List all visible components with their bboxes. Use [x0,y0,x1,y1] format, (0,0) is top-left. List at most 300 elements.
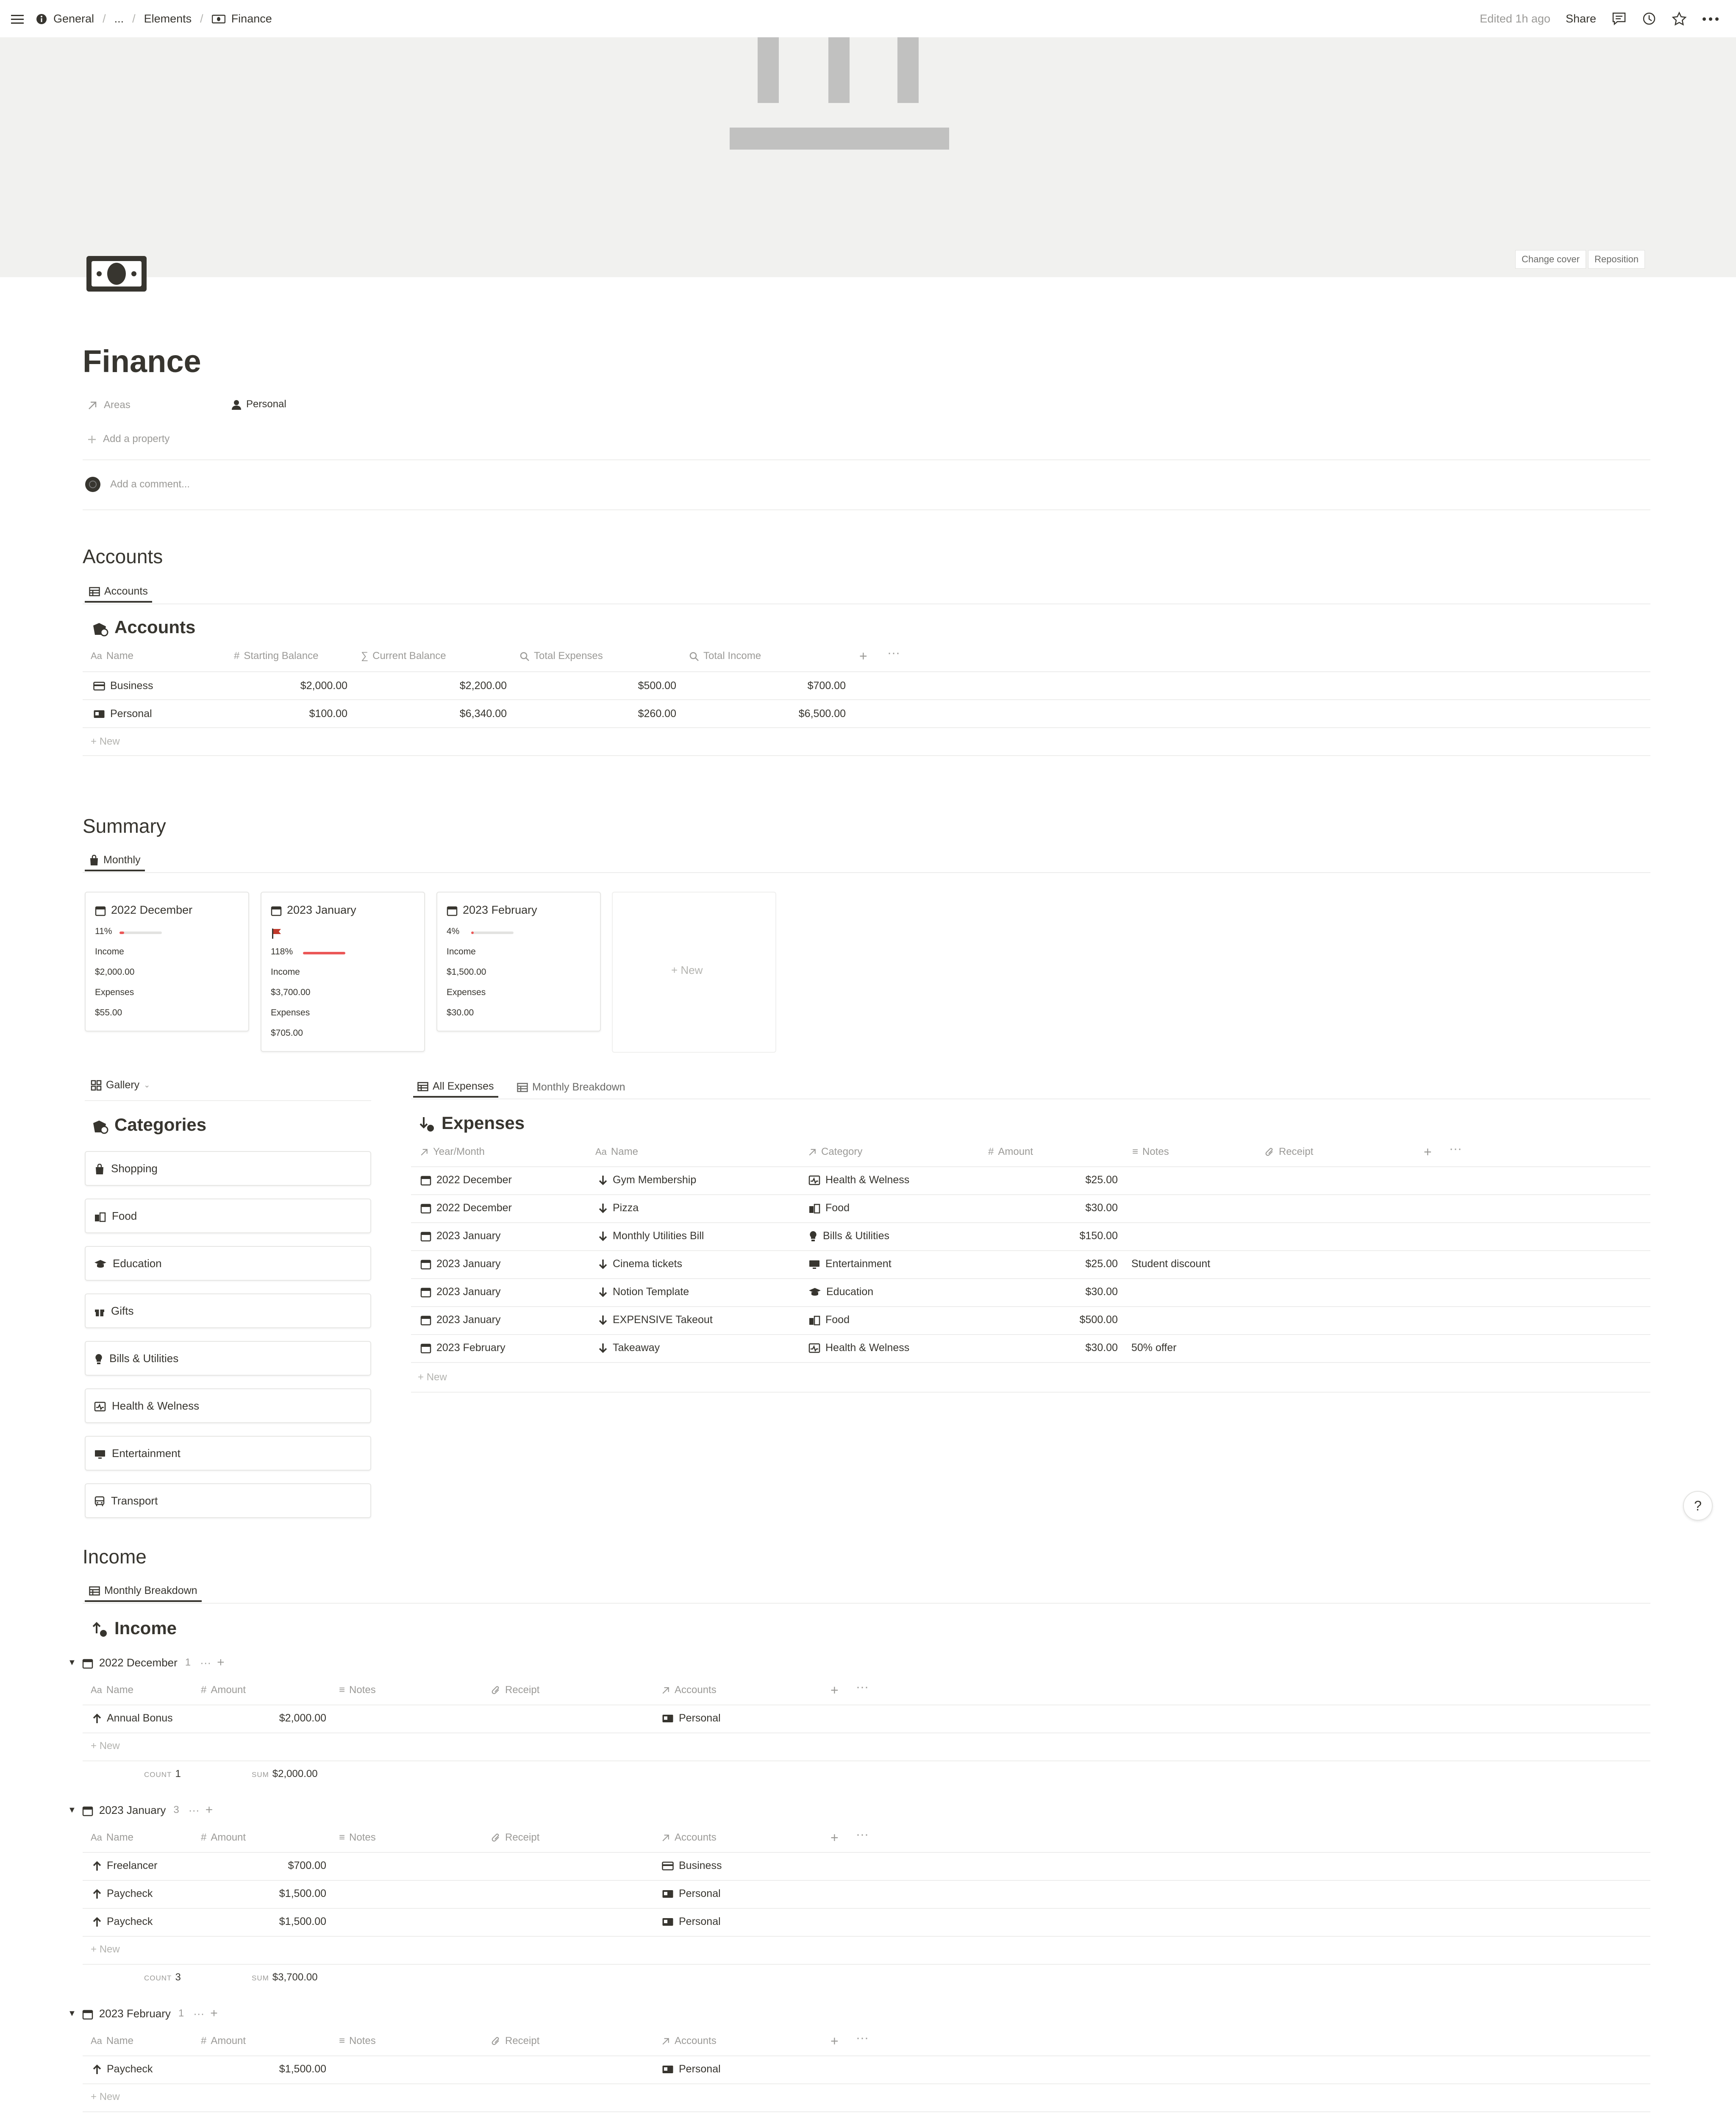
column-more-button[interactable]: ··· [856,1680,869,1694]
col-income-receipt-label: Receipt [505,2035,540,2047]
triangle-down-icon[interactable]: ▼ [68,2008,76,2018]
account-icon [662,1712,674,1724]
page-money-icon[interactable] [85,254,148,293]
tab-accounts[interactable] [85,581,152,603]
col-income-name[interactable] [91,2035,133,2047]
expenses-db-title[interactable] [418,1113,525,1133]
col-income-name-label: Name [106,2035,133,2047]
progress-percent: 11% [95,926,112,936]
gallery-view-switch[interactable] [91,1079,150,1091]
expense-amount: $25.00 [1085,1174,1118,1186]
summary-income-label: Income [271,967,300,977]
expense-name-text: EXPENSIVE Takeout [613,1314,713,1326]
tab-all-expenses[interactable] [413,1076,498,1098]
sum-aggregate[interactable] [252,1972,318,1983]
sum-label: SUM [252,1974,269,1982]
triangle-down-icon[interactable]: ▼ [68,1657,76,1667]
table-icon [89,1585,100,1597]
more-icon[interactable] [1702,12,1719,25]
summary-card-title-text: 2022 December [111,904,193,916]
current-balance: $2,200.00 [459,680,507,692]
group-name: 2022 December [99,1656,178,1669]
col-notes[interactable] [1132,1146,1169,1158]
add-property-button[interactable] [87,433,169,445]
col-income-name[interactable] [91,1832,133,1844]
summary-expenses-label: Expenses [447,987,486,997]
divider [85,1100,371,1101]
account-icon [662,1916,674,1928]
row-divider [83,1760,1650,1761]
add-column-button[interactable]: + [831,2033,839,2049]
column-type-icon [492,1832,501,1844]
gallery-view-label: Gallery [106,1079,140,1091]
expense-month[interactable] [420,1286,501,1298]
expense-category[interactable] [808,1230,889,1242]
income-name-text: Paycheck [107,1888,153,1899]
income-name[interactable] [92,1916,153,1928]
col-year-month-label: Year/Month [433,1146,485,1157]
account-name: Personal [110,708,152,720]
expense-month-text: 2023 January [436,1258,501,1270]
top-bar [0,0,1736,37]
row-divider [83,2111,1650,2112]
calendar-icon [420,1342,431,1354]
column-type-icon: ≡ [339,2035,345,2047]
col-current-balance[interactable] [361,650,446,662]
categories-db-title-text: Categories [114,1115,207,1135]
col-income-receipt-label: Receipt [505,1832,540,1843]
expense-category-text: Health & Welness [825,1342,910,1354]
text-type-icon: Aa [91,651,102,661]
col-category[interactable] [808,1146,862,1158]
category-icon [808,1174,820,1186]
income-account-text: Personal [679,1916,721,1927]
category-icon [808,1202,820,1214]
category-label: Shopping [111,1162,158,1175]
category-icon [94,1447,106,1460]
col-income-accounts[interactable] [661,1684,717,1696]
col-total-income-label: Total Income [703,650,761,662]
col-income-amount[interactable] [201,2035,246,2047]
rollup-icon [519,650,530,662]
summary-income-value: $1,500.00 [447,967,486,977]
row-divider [83,699,1650,700]
summary-card-title [447,904,537,917]
group-header[interactable] [68,1655,225,1670]
progress-bar-fill [119,932,124,934]
expense-category-text: Food [825,1202,850,1214]
property-areas-value[interactable] [231,398,286,410]
star-icon[interactable] [1672,11,1687,26]
account-name: Business [110,680,153,692]
accounts-db-title[interactable] [91,617,195,637]
row-divider [83,2055,1650,2056]
group-add-button[interactable]: + [217,1655,225,1669]
income-name[interactable] [92,1888,153,1900]
category-card[interactable] [85,1199,371,1233]
current-balance: $6,340.00 [459,708,507,720]
row-divider [411,1222,1650,1223]
col-income-accounts[interactable] [661,2035,717,2047]
income-amount: $1,500.00 [279,1916,326,1927]
col-year-month[interactable] [419,1146,485,1158]
money-out-icon [418,1113,436,1133]
group-add-button[interactable]: + [210,2006,218,2020]
expense-name-text: Takeaway [613,1342,660,1354]
group-add-button[interactable]: + [205,1803,213,1817]
starting-balance: $2,000.00 [300,680,347,692]
category-icon [808,1286,821,1298]
income-amount: $1,500.00 [279,1888,326,1899]
category-label: Food [112,1209,137,1222]
col-income-receipt[interactable] [492,1684,539,1696]
page-title[interactable]: Finance [83,344,201,379]
category-card[interactable] [85,1483,371,1518]
progress-bar [471,932,514,934]
row-divider [83,2083,1650,2084]
income-amount: $1,500.00 [279,2063,326,2075]
expense-category-text: Education [826,1286,874,1298]
gallery-icon [91,1079,102,1091]
col-income-notes[interactable] [339,2035,376,2047]
col-notes-label: Notes [1142,1146,1169,1157]
column-more-button[interactable]: ··· [887,646,900,660]
col-income-amount[interactable] [201,1684,246,1696]
col-income-amount[interactable] [201,1832,246,1844]
sum-aggregate[interactable] [252,1768,318,1780]
sum-label: SUM [252,1771,269,1779]
breadcrumb-elements[interactable]: Elements [144,12,192,25]
col-starting-balance[interactable] [234,650,318,662]
help-button[interactable]: ? [1683,1491,1713,1521]
col-income-accounts[interactable] [661,1832,717,1844]
category-card[interactable] [85,1341,371,1376]
tab-accounts-label: Accounts [104,585,148,597]
category-card[interactable] [85,1388,371,1423]
column-more-button[interactable]: ··· [856,1827,869,1841]
table-row[interactable] [93,680,153,692]
expense-month[interactable] [420,1174,512,1186]
share-button[interactable]: Share [1565,12,1596,25]
expense-category[interactable] [808,1314,850,1326]
col-name[interactable] [91,650,133,662]
col-income-receipt[interactable] [492,1832,539,1844]
income-account[interactable] [662,1860,722,1872]
expense-notes: Student discount [1131,1258,1211,1270]
row-divider [411,1392,1650,1393]
calendar-icon [82,1656,93,1669]
col-income-name[interactable] [91,1684,133,1696]
money-in-icon [91,1618,108,1638]
history-icon[interactable] [1642,11,1656,26]
group-more-button[interactable]: ··· [200,1656,211,1669]
expense-name-text: Notion Template [613,1286,689,1298]
divider [83,509,1650,510]
summary-card-title [95,904,192,917]
column-type-icon [661,1832,670,1844]
summary-income-label: Income [95,947,124,957]
relation-arrow-icon [419,1146,429,1158]
expense-category-text: Bills & Utilities [823,1230,889,1242]
new-row-label: New [99,1944,120,1955]
add-property-label: Add a property [103,433,170,445]
expense-month-text: 2023 January [436,1230,501,1242]
add-column-button[interactable]: + [859,648,867,664]
category-icon [94,1257,107,1270]
info-icon [36,12,47,25]
column-type-icon [492,2035,501,2047]
sum-value: $3,700.00 [272,1972,318,1983]
arrow-down-icon [598,1230,608,1242]
column-type-icon: # [201,1832,207,1843]
row-divider [83,1936,1650,1937]
col-income-name-label: Name [106,1684,133,1696]
comment-icon[interactable] [1611,11,1627,26]
total-income: $700.00 [807,680,846,692]
tab-monthly[interactable] [85,850,145,871]
summary-income-value: $3,700.00 [271,987,311,997]
expense-category[interactable] [808,1202,850,1214]
expense-category[interactable] [808,1286,873,1298]
menu-icon[interactable] [10,12,25,25]
row-divider [83,1852,1650,1853]
add-column-button[interactable]: + [831,1830,839,1845]
category-card[interactable] [85,1436,371,1471]
expense-name[interactable] [598,1314,713,1326]
row-divider [411,1250,1650,1251]
tab-monthly-breakdown[interactable] [513,1076,630,1098]
summary-card[interactable] [436,892,601,1032]
summary-card[interactable] [85,892,249,1032]
col-income-accounts-label: Accounts [675,2035,717,2047]
expense-month[interactable] [420,1258,501,1270]
summary-expenses-label: Expenses [271,1008,310,1018]
arrow-down-icon [598,1174,608,1186]
tab-income-monthly-breakdown-label: Monthly Breakdown [104,1584,197,1596]
rollup-icon [689,650,699,662]
count-aggregate[interactable] [144,1768,181,1780]
add-comment-input[interactable]: Add a comment... [110,478,190,490]
summary-card-title-text: 2023 February [463,904,537,916]
tab-divider [411,1098,1650,1099]
row-divider [411,1362,1650,1363]
calendar-icon [271,904,282,917]
comment-bar[interactable] [85,476,190,492]
categories-db-title[interactable] [91,1115,206,1135]
new-row-button[interactable]: + New [91,736,120,747]
bank-card-icon [93,680,105,692]
breadcrumb-general[interactable]: General [53,12,94,25]
income-name[interactable] [92,1712,173,1724]
expense-name-text: Gym Membership [613,1174,697,1186]
calendar-icon [420,1286,431,1298]
expense-amount: $150.00 [1079,1230,1118,1242]
group-more-button[interactable]: ··· [193,2007,205,2020]
arrow-up-icon [92,1888,102,1900]
row-divider [411,1306,1650,1307]
category-icon [94,1210,106,1223]
total-expenses: $500.00 [638,680,676,692]
column-more-button[interactable]: ··· [1449,1142,1462,1156]
expense-name[interactable] [598,1286,689,1298]
summary-income-label: Income [447,947,476,957]
expense-month[interactable] [420,1314,501,1326]
expense-name[interactable] [598,1342,660,1354]
col-amount-label: Amount [998,1146,1033,1157]
income-db-title[interactable] [91,1618,177,1638]
breadcrumb: General / ... / Elements / Finance [36,12,272,25]
progress-bar [119,932,162,934]
col-name-label: Name [106,650,133,662]
expense-category[interactable] [808,1342,909,1354]
column-type-icon: Aa [91,2036,102,2046]
calendar-icon [420,1202,431,1214]
category-label: Transport [111,1494,158,1507]
col-income-amount-label: Amount [211,1684,246,1696]
col-receipt[interactable] [1265,1146,1313,1158]
col-income-amount-label: Amount [211,2035,246,2047]
add-column-button[interactable]: + [831,1682,839,1698]
triangle-down-icon[interactable]: ▼ [68,1805,76,1815]
new-row-label: New [99,2091,120,2102]
row-divider [83,1732,1650,1733]
income-name-text: Annual Bonus [107,1712,173,1724]
col-expense-name-label: Name [611,1146,638,1157]
col-income-amount-label: Amount [211,1832,246,1843]
col-income-receipt[interactable] [492,2035,539,2047]
income-account[interactable] [662,2063,721,2075]
property-areas-label: Areas [104,399,131,411]
expense-name-text: Pizza [613,1202,639,1214]
summary-expenses-value: $55.00 [95,1008,122,1018]
new-row-button[interactable]: + New [418,1371,447,1383]
expense-month[interactable] [420,1342,506,1354]
expense-month[interactable] [420,1202,512,1214]
summary-expenses-value: $30.00 [447,1008,474,1018]
category-card[interactable] [85,1246,371,1281]
col-expense-name[interactable] [595,1146,638,1158]
expense-month-text: 2023 February [436,1342,506,1354]
expense-category-text: Food [825,1314,850,1326]
income-name[interactable] [92,2063,153,2075]
new-row-button[interactable]: + New [91,2091,120,2102]
breadcrumb-finance[interactable]: Finance [231,12,272,25]
tab-monthly-label: Monthly [103,854,141,866]
sum-type-icon: ∑ [361,650,369,662]
calendar-icon [420,1174,431,1186]
income-amount: $2,000.00 [279,1712,326,1724]
arrow-down-icon [598,1286,608,1298]
income-heading: Income [83,1546,147,1568]
account-icon [662,1860,674,1872]
group-header[interactable] [68,1803,213,1817]
group-more-button[interactable]: ··· [188,1803,200,1816]
new-row-button[interactable]: + New [91,1944,120,1955]
col-total-expenses[interactable] [519,650,603,662]
summary-card[interactable] [261,892,425,1052]
expense-month[interactable] [420,1230,501,1242]
table-row[interactable] [93,708,152,720]
change-cover-button[interactable]: Change cover [1515,250,1586,269]
column-more-button[interactable]: ··· [856,2031,869,2045]
cover-image [0,37,1736,277]
expense-name[interactable] [598,1258,682,1270]
expense-name[interactable] [598,1174,696,1186]
number-type-icon: # [988,1146,994,1157]
category-card[interactable] [85,1151,371,1186]
expense-amount: $30.00 [1085,1342,1118,1354]
plus-icon [87,433,97,445]
col-income-notes[interactable] [339,1684,376,1696]
breadcrumb-ellipsis[interactable]: ... [114,12,124,25]
col-income-notes[interactable] [339,1832,376,1844]
add-column-button[interactable]: + [1424,1144,1432,1160]
bank-building-icon [0,37,1736,277]
income-name[interactable] [92,1860,158,1872]
income-account-text: Personal [679,1712,721,1724]
col-amount[interactable] [988,1146,1033,1158]
count-value: 3 [175,1972,181,1983]
expense-amount: $30.00 [1085,1286,1118,1298]
reposition-button[interactable]: Reposition [1588,250,1645,269]
text-lines-icon: ≡ [1132,1146,1139,1157]
column-type-icon: # [201,1684,207,1696]
expense-name-text: Cinema tickets [613,1258,682,1270]
new-card-button[interactable] [612,892,776,1053]
col-income-notes-label: Notes [349,1684,376,1696]
column-type-icon: ≡ [339,1684,345,1696]
arrow-down-icon [598,1258,608,1270]
col-category-label: Category [821,1146,863,1157]
tab-income-monthly-breakdown[interactable] [85,1581,202,1602]
money-icon [212,12,225,25]
expense-month-text: 2022 December [436,1174,512,1186]
expense-name[interactable] [598,1202,639,1214]
progress-bar-fill [303,952,345,954]
arrow-up-icon [92,2063,102,2075]
income-account[interactable] [662,1712,721,1724]
calendar-icon [420,1258,431,1270]
category-label: Bills & Utilities [109,1351,179,1365]
summary-expenses-label: Expenses [95,987,134,997]
summary-card-title-text: 2023 January [287,904,356,916]
category-card[interactable] [85,1293,371,1328]
income-account[interactable] [662,1888,721,1900]
summary-card-title [271,904,356,917]
group-count: 3 [173,1804,179,1816]
col-total-income[interactable] [689,650,761,662]
count-aggregate[interactable] [144,1972,181,1983]
group-header[interactable] [68,2006,218,2021]
income-account[interactable] [662,1916,721,1928]
new-row-button[interactable]: + New [91,1740,120,1752]
category-label: Gifts [111,1304,134,1317]
property-areas [87,399,131,411]
calendar-icon [447,904,458,917]
group-name: 2023 January [99,1803,166,1816]
flag-icon [271,926,283,940]
expense-amount: $25.00 [1085,1258,1118,1270]
summary-heading: Summary [83,815,166,837]
expense-amount: $500.00 [1079,1314,1118,1326]
row-divider [83,755,1650,756]
calendar-icon [82,1804,93,1817]
expense-category[interactable] [808,1174,909,1186]
expense-category[interactable] [808,1258,892,1270]
category-icon [808,1342,820,1354]
expense-name[interactable] [598,1230,704,1242]
new-row-label: New [99,1740,120,1752]
